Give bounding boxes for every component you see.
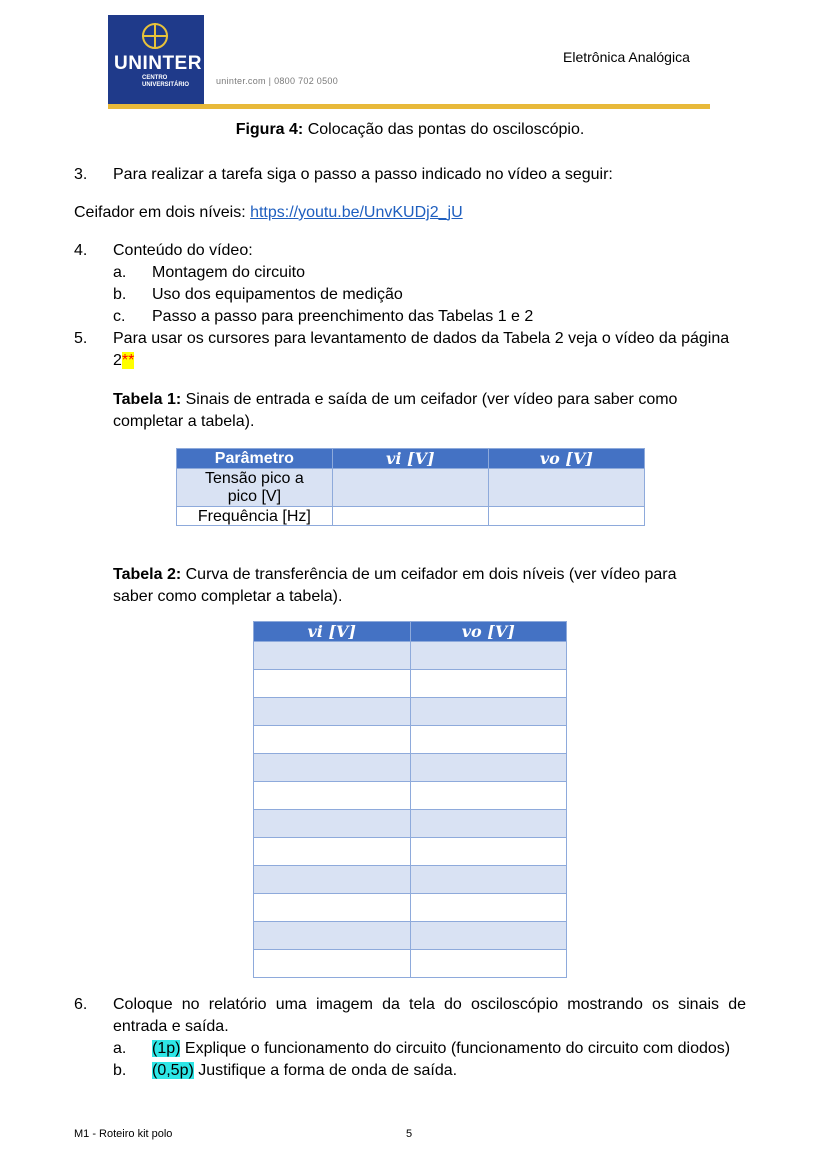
table2-cell-vi[interactable] — [254, 866, 411, 894]
table1-header-vo: 𝒗𝒐 [𝑽] — [488, 449, 644, 469]
table1-cell[interactable] — [332, 507, 488, 526]
table2-cell-vo[interactable] — [410, 838, 567, 866]
points-badge: (0,5p) — [152, 1062, 194, 1079]
table2-cell-vi[interactable] — [254, 950, 411, 978]
item-5-number: 5. — [74, 330, 88, 347]
table1-header-vi: 𝒗𝒊 [𝑽] — [332, 449, 488, 469]
table1-cell[interactable] — [488, 469, 644, 507]
subject-title: Eletrônica Analógica — [563, 49, 690, 65]
table2-cell-vo[interactable] — [410, 810, 567, 838]
header-divider — [108, 104, 710, 109]
item-6-line1: Coloque no relatório uma imagem da tela do osciloscópio mostrando os sinais de — [113, 996, 746, 1013]
table2-row — [254, 698, 567, 726]
item-6a-letter: a. — [113, 1040, 127, 1057]
item-6-line2: entrada e saída. — [113, 1018, 229, 1035]
table1-header-parameter: Parâmetro — [177, 449, 333, 469]
item-4c-letter: c. — [113, 308, 126, 325]
item-4a-text: Montagem do circuito — [152, 264, 305, 281]
item-4b-letter: b. — [113, 286, 127, 303]
table2-cell-vo[interactable] — [410, 754, 567, 782]
item-3-text: Para realizar a tarefa siga o passo a passo indicado no vídeo a seguir: — [113, 166, 613, 183]
table1-row-frequency-label: Frequência [Hz] — [177, 507, 333, 526]
table2-row — [254, 642, 567, 670]
table2-row — [254, 950, 567, 978]
video-line: Ceifador em dois níveis: https://youtu.be/UnvKUDj2_jU — [74, 204, 463, 221]
table2-cell-vi[interactable] — [254, 922, 411, 950]
item-5-line2: 2** — [113, 352, 135, 369]
table2-cell-vi[interactable] — [254, 726, 411, 754]
table2-caption-line2: saber como completar a tabela). — [113, 588, 343, 605]
logo-name: UNINTER — [114, 53, 202, 74]
figure-caption: Figura 4: Colocação das pontas do osciloscópio. — [235, 121, 585, 138]
table2-cell-vi[interactable] — [254, 642, 411, 670]
table2-caption-line1: Tabela 2: Curva de transferência de um ceifador em dois níveis (ver vídeo para — [113, 566, 677, 583]
table2-cell-vi[interactable] — [254, 698, 411, 726]
item-6b-text: (0,5p) Justifique a forma de onda de saída. — [152, 1062, 458, 1079]
table2-body — [254, 642, 567, 978]
table2-cell-vi[interactable] — [254, 810, 411, 838]
item-4a-letter: a. — [113, 264, 127, 281]
table2-row — [254, 754, 567, 782]
table2-row — [254, 894, 567, 922]
table-2 — [253, 621, 567, 978]
table2-row — [254, 838, 567, 866]
table2-header-vi: 𝒗𝒊 [𝑽] — [254, 622, 411, 642]
table2-row — [254, 922, 567, 950]
table2-header-vo: 𝒗𝒐 [𝑽] — [410, 622, 567, 642]
uninter-logo — [108, 15, 204, 105]
table2-cell-vo[interactable] — [410, 894, 567, 922]
page-number: 5 — [406, 1128, 413, 1140]
table2-row — [254, 810, 567, 838]
table2-cell-vo[interactable] — [410, 726, 567, 754]
table2-row — [254, 866, 567, 894]
table2-row — [254, 670, 567, 698]
table2-cell-vi[interactable] — [254, 894, 411, 922]
table2-cell-vo[interactable] — [410, 642, 567, 670]
table1-caption-line1: Tabela 1: Sinais de entrada e saída de um ceifador (ver vídeo para saber como — [113, 391, 678, 408]
table2-cell-vi[interactable] — [254, 670, 411, 698]
video-link[interactable]: https://youtu.be/UnvKUDj2_jU — [250, 204, 463, 221]
table2-cell-vi[interactable] — [254, 754, 411, 782]
table2-cell-vo[interactable] — [410, 782, 567, 810]
table2-cell-vo[interactable] — [410, 670, 567, 698]
table-1 — [176, 448, 645, 526]
item-4-number: 4. — [74, 242, 88, 259]
contact-info: uninter.com | 0800 702 0500 — [216, 76, 339, 86]
logo-subtitle: CENTRO UNIVERSITÁRIO — [142, 75, 190, 88]
highlight-mark: ** — [121, 352, 135, 369]
table2-cell-vo[interactable] — [410, 866, 567, 894]
item-3-number: 3. — [74, 166, 88, 183]
footer-left: M1 - Roteiro kit polo — [74, 1128, 173, 1140]
item-4b-text: Uso dos equipamentos de medição — [152, 286, 403, 303]
table2-cell-vo[interactable] — [410, 922, 567, 950]
table2-cell-vo[interactable] — [410, 698, 567, 726]
points-badge: (1p) — [152, 1040, 181, 1057]
table2-cell-vi[interactable] — [254, 838, 411, 866]
globe-icon — [142, 23, 168, 49]
table1-cell[interactable] — [332, 469, 488, 507]
item-6-number: 6. — [74, 996, 88, 1013]
table1-cell[interactable] — [488, 507, 644, 526]
item-4c-text: Passo a passo para preenchimento das Tabelas 1 e 2 — [152, 308, 534, 325]
item-5-line1: Para usar os cursores para levantamento de dados da Tabela 2 veja o vídeo da página — [113, 330, 730, 347]
table2-cell-vi[interactable] — [254, 782, 411, 810]
table1-caption-line2: completar a tabela). — [113, 413, 255, 430]
table2-row — [254, 726, 567, 754]
table1-row-vpp-label: Tensão pico a pico [V] — [177, 469, 333, 507]
table2-cell-vo[interactable] — [410, 950, 567, 978]
item-6a-text: (1p) Explique o funcionamento do circuito (funcionamento do circuito com diodos) — [152, 1040, 731, 1057]
item-4-text: Conteúdo do vídeo: — [113, 242, 253, 259]
table2-row — [254, 782, 567, 810]
item-6b-letter: b. — [113, 1062, 127, 1079]
